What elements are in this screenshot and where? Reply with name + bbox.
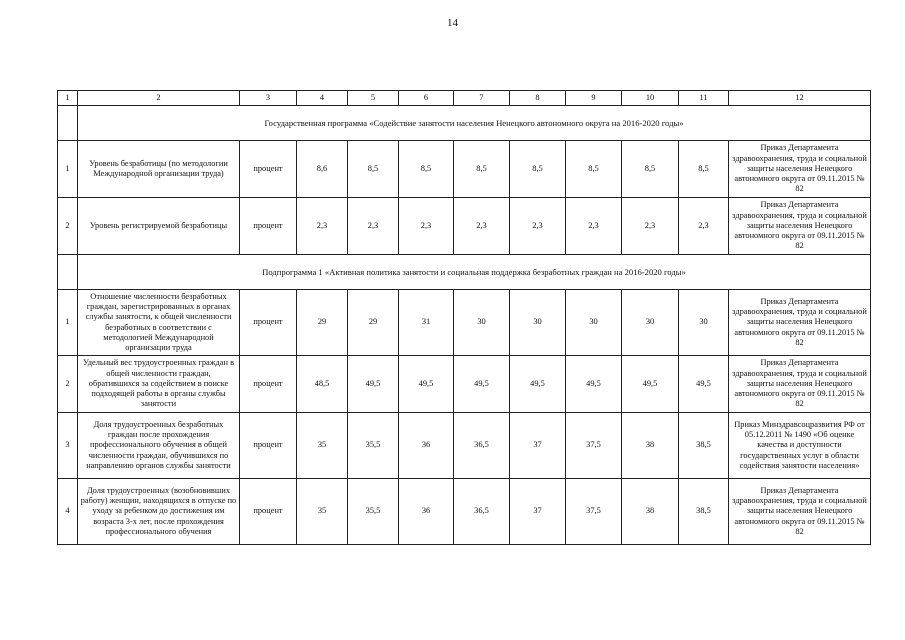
table-row (58, 413, 871, 479)
source-document: Приказ Департамента здравоохранения, труда и социальной защиты населения Ненецкого автономного округа от 09.11.2015 № 82 (729, 290, 871, 356)
column-number: 4 (297, 91, 348, 106)
value-cell: 30 (622, 290, 679, 356)
indicator-name: Доля трудоустроенных (возобновивших работу) женщин, находящихся в отпуске по уходу за ребенком до достижения им возраста 3-х лет, после прохождения профессионального обучения (78, 479, 240, 545)
row-number: 3 (58, 413, 78, 479)
column-number: 6 (399, 91, 454, 106)
unit-cell: процент (240, 413, 297, 479)
subprogram-title: Подпрограмма 1 «Активная политика занятости и социальная поддержка безработных граждан на 2016-2020 годы» (78, 255, 871, 290)
value-cell: 49,5 (566, 356, 622, 413)
unit-cell: процент (240, 356, 297, 413)
value-cell: 35 (297, 479, 348, 545)
indicators-table (57, 90, 871, 545)
column-number: 5 (348, 91, 399, 106)
row-number: 4 (58, 479, 78, 545)
program-title: Государственная программа «Содействие занятости населения Ненецкого автономного округа на 2016-2020 годы» (78, 106, 871, 141)
value-cell: 2,3 (297, 198, 348, 255)
value-cell: 49,5 (399, 356, 454, 413)
unit-cell: процент (240, 479, 297, 545)
row-number: 1 (58, 290, 78, 356)
value-cell: 8,6 (297, 141, 348, 198)
value-cell: 31 (399, 290, 454, 356)
value-cell: 35,5 (348, 479, 399, 545)
value-cell: 38,5 (679, 413, 729, 479)
section-row (58, 255, 871, 290)
source-document: Приказ Минздравсоцразвития РФ от 05.12.2011 № 1490 «Об оценке качества и доступности государственных услуг в области содействия занятости населения» (729, 413, 871, 479)
value-cell: 8,5 (510, 141, 566, 198)
column-number: 7 (454, 91, 510, 106)
value-cell: 8,5 (399, 141, 454, 198)
section-number-cell (58, 255, 78, 290)
value-cell: 38 (622, 479, 679, 545)
indicator-name: Отношение численности безработных граждан, зарегистрированных в органах службы занятости, к общей численности безработных в соответствии с методологией Международной организации труда (78, 290, 240, 356)
value-cell: 29 (297, 290, 348, 356)
value-cell: 8,5 (348, 141, 399, 198)
value-cell: 49,5 (454, 356, 510, 413)
value-cell: 35,5 (348, 413, 399, 479)
value-cell: 2,3 (566, 198, 622, 255)
indicator-name: Удельный вес трудоустроенных граждан в общей численности граждан, обратившихся за содействием в поиске подходящей работы в органы службы занятости (78, 356, 240, 413)
value-cell: 2,3 (510, 198, 566, 255)
page-number: 14 (447, 17, 458, 29)
value-cell: 30 (510, 290, 566, 356)
section-row (58, 106, 871, 141)
value-cell: 49,5 (622, 356, 679, 413)
column-number: 2 (78, 91, 240, 106)
unit-cell: процент (240, 290, 297, 356)
value-cell: 38 (622, 413, 679, 479)
value-cell: 2,3 (348, 198, 399, 255)
value-cell: 36,5 (454, 479, 510, 545)
table-row (58, 141, 871, 198)
table-row (58, 198, 871, 255)
value-cell: 30 (454, 290, 510, 356)
column-number: 12 (729, 91, 871, 106)
value-cell: 30 (566, 290, 622, 356)
value-cell: 2,3 (679, 198, 729, 255)
row-number: 2 (58, 198, 78, 255)
value-cell: 2,3 (622, 198, 679, 255)
value-cell: 37,5 (566, 479, 622, 545)
column-number: 8 (510, 91, 566, 106)
column-number: 10 (622, 91, 679, 106)
table-row (58, 479, 871, 545)
source-document: Приказ Департамента здравоохранения, труда и социальной защиты населения Ненецкого автономного округа от 09.11.2015 № 82 (729, 141, 871, 198)
value-cell: 8,5 (454, 141, 510, 198)
value-cell: 35 (297, 413, 348, 479)
value-cell: 8,5 (622, 141, 679, 198)
source-document: Приказ Департамента здравоохранения, труда и социальной защиты населения Ненецкого автономного округа от 09.11.2015 № 82 (729, 198, 871, 255)
unit-cell: процент (240, 141, 297, 198)
table-row (58, 290, 871, 356)
value-cell: 8,5 (566, 141, 622, 198)
value-cell: 2,3 (454, 198, 510, 255)
value-cell: 37 (510, 413, 566, 479)
table-row (58, 356, 871, 413)
value-cell: 49,5 (348, 356, 399, 413)
row-number: 1 (58, 141, 78, 198)
value-cell: 2,3 (399, 198, 454, 255)
value-cell: 37 (510, 479, 566, 545)
value-cell: 36 (399, 479, 454, 545)
value-cell: 37,5 (566, 413, 622, 479)
value-cell: 36,5 (454, 413, 510, 479)
column-number-row (58, 91, 871, 106)
column-number: 1 (58, 91, 78, 106)
value-cell: 29 (348, 290, 399, 356)
value-cell: 49,5 (510, 356, 566, 413)
indicator-name: Уровень безработицы (по методологии Международной организации труда) (78, 141, 240, 198)
unit-cell: процент (240, 198, 297, 255)
value-cell: 30 (679, 290, 729, 356)
value-cell: 8,5 (679, 141, 729, 198)
column-number: 9 (566, 91, 622, 106)
source-document: Приказ Департамента здравоохранения, труда и социальной защиты населения Ненецкого автономного округа от 09.11.2015 № 82 (729, 356, 871, 413)
source-document: Приказ Департамента здравоохранения, труда и социальной защиты населения Ненецкого автономного округа от 09.11.2015 № 82 (729, 479, 871, 545)
value-cell: 38,5 (679, 479, 729, 545)
value-cell: 48,5 (297, 356, 348, 413)
row-number: 2 (58, 356, 78, 413)
section-number-cell (58, 106, 78, 141)
indicator-name: Уровень регистрируемой безработицы (78, 198, 240, 255)
value-cell: 49,5 (679, 356, 729, 413)
column-number: 3 (240, 91, 297, 106)
column-number: 11 (679, 91, 729, 106)
indicator-name: Доля трудоустроенных безработных граждан после прохождения профессионального обучения в общей численности граждан, обучившихся по направлению органов службы занятости (78, 413, 240, 479)
value-cell: 36 (399, 413, 454, 479)
